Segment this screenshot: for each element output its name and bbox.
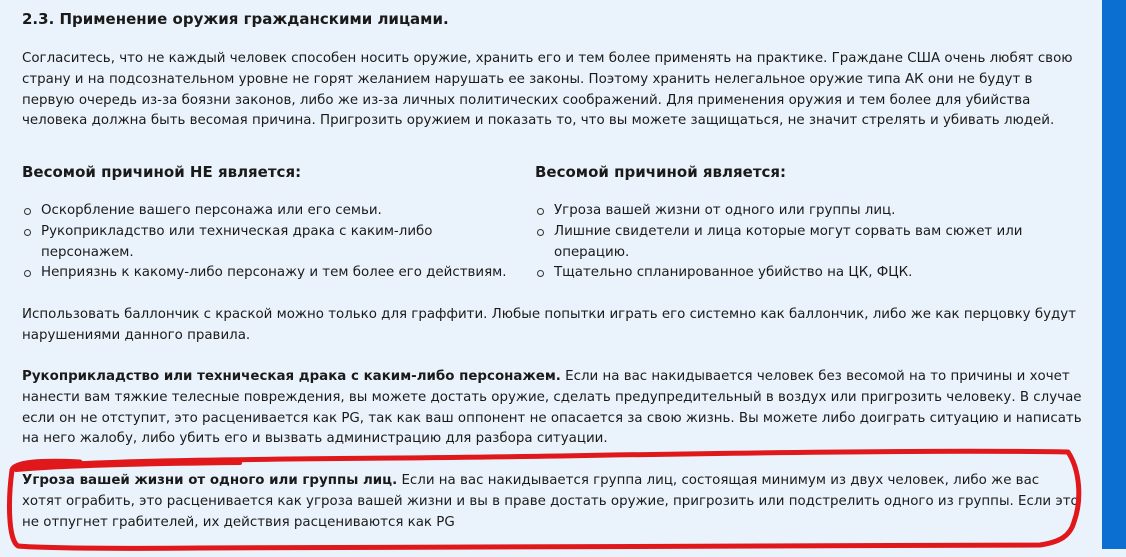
list-item: Рукоприкладство или техническая драка с каким-либо персонажем.	[22, 222, 522, 264]
reason-heading: Весомой причиной является:	[535, 163, 787, 181]
accent-bar-gap	[1102, 549, 1126, 557]
section-title: 2.3. Применение оружия гражданскими лицами.	[22, 10, 449, 28]
list-item: Оскорбление вашего персонажа или его семьи.	[22, 201, 522, 222]
spray-paragraph: Использовать баллончик с краской можно только для граффити. Любые попытки играть его системно как баллончик, либо же как перцовку будут нарушениями данного правила.	[22, 307, 1077, 343]
not-reason-heading: Весомой причиной НЕ является:	[22, 163, 302, 181]
intro-paragraph: Согласитесь, что не каждый человек способен носить оружие, хранить его и тем более применять на практике. Граждане США очень любят свою страну и на подсознательном уровне не горят желанием нарушать ее законы. Поэтому хранить нелегальное оружие типа АК они не будут в первую очередь из-за боязни законов, либо же из-за личных политических соображений. Для применения оружия и тем более для убийства человека должна быть весомая причина. Пригрозить оружием и показать то, что вы можете защищаться, не значит стрелять и убивать людей.	[22, 51, 1073, 129]
threat-paragraph	[22, 471, 1082, 533]
fight-lead: Рукоприкладство или техническая драка с каким-либо персонажем.	[22, 369, 561, 384]
list-item: Неприязнь к какому-либо персонажу и тем более его действиям.	[22, 263, 522, 284]
list-item: Угроза вашей жизни от одного или группы лиц.	[535, 201, 1045, 222]
list-item: Тщательно спланированное убийство на ЦК, ФЦК.	[535, 263, 1045, 284]
threat-lead: Угроза вашей жизни от одного или группы лиц.	[22, 473, 398, 488]
not-reason-list	[22, 201, 522, 284]
threat-text: Если на вас накидывается группа лиц, состоящая минимум из двух человек, либо же вас хотят ограбить, это расценивается как угроза вашей жизни и вы в праве достать оружие, пригрозить или подстрелить одного из группы. Если это не отпугнет грабителей, их действия расцениваются как PG	[22, 473, 1079, 530]
accent-bar	[1102, 0, 1126, 549]
fight-paragraph	[22, 367, 1082, 450]
fight-text: Если на вас накидывается человек без весомой на то причины и хочет нанести вам тяжкие телесные повреждения, вы можете достать оружие, сделать предупредительный в воздух или пригрозить человеку. В случае если он не отступит, это расценивается как PG, так как ваш оппонент не опасается за свою жизнь. Вы можете либо доиграть ситуацию и написать на него жалобу, либо убить его и вызвать администрацию для разбора ситуации.	[22, 369, 1082, 447]
list-item: Лишние свидетели и лица которые могут сорвать вам сюжет или операцию.	[535, 222, 1045, 264]
reason-list	[535, 201, 1045, 284]
